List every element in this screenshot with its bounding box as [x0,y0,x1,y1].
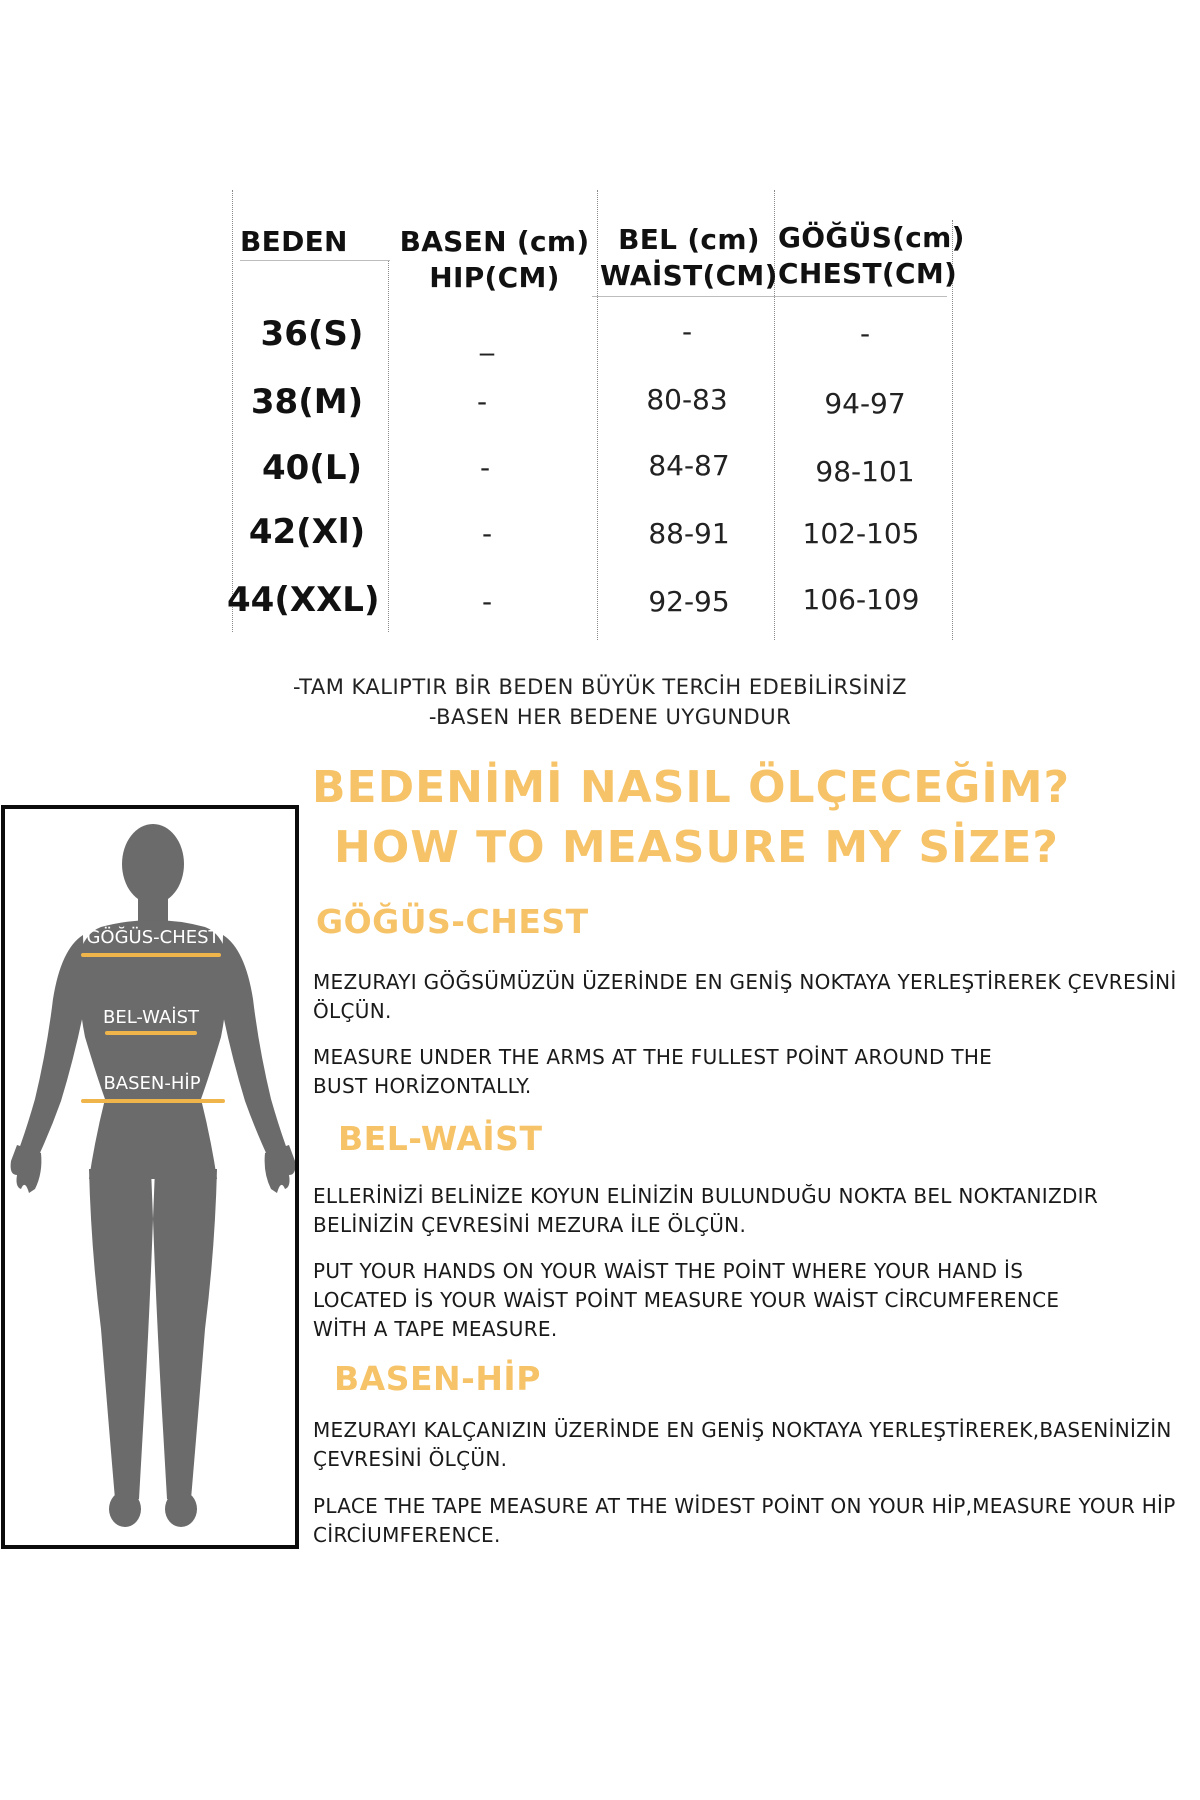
row-size-label: 38(M) [250,382,364,422]
hip-text-en: PLACE THE TAPE MEASURE AT THE WİDEST POİNT ON YOUR HİP,MEASURE YOUR HİP CİRCİUMFERENCE. [313,1494,1176,1547]
section-title-waist: BEL-WAİST [338,1119,543,1158]
header-underline [240,260,390,261]
table-divider [774,190,775,640]
fit-note: -TAM KALIPTIR BİR BEDEN BÜYÜK TERCİH EDEBİLİRSİNİZ [293,675,907,699]
row-waist-value: - [681,315,693,348]
row-chest-value: - [859,317,871,350]
row-hip-value: - [479,451,491,484]
row-waist-value: 80-83 [646,383,728,416]
row-chest-value: 106-109 [802,583,920,616]
waist-figure-label: BEL-WAİST [102,1007,200,1028]
row-hip-value: - [481,517,493,550]
row-hip-value: _ [480,323,494,356]
hip-note: -BASEN HER BEDENE UYGUNDUR [428,705,792,729]
guide-title-en: HOW TO MEASURE MY SİZE? [334,822,1059,873]
row-size-label: 44(XXL) [227,580,380,620]
row-waist-value: 92-95 [648,585,730,618]
header-waist-line1: BEL (cm) [618,223,760,256]
size-table [227,190,965,640]
row-hip-value: - [476,385,488,418]
guide-title-tr: BEDENİMİ NASIL ÖLÇECEĞİM? [312,762,1071,813]
hip-figure-label: BASEN-HİP [103,1073,201,1094]
header-underline [592,296,947,297]
row-hip-value: - [481,585,493,618]
section-title-hip: BASEN-HİP [334,1359,541,1398]
female-body-silhouette-icon [5,809,295,1545]
header-chest-line2: CHEST(CM) [778,257,958,290]
row-size-label: 36(S) [260,314,364,354]
chest-text-en: MEASURE UNDER THE ARMS AT THE FULLEST POİNT AROUND THE BUST HORİZONTALLY. [313,1045,993,1098]
table-divider [388,260,389,632]
header-waist-line2: WAİST(CM) [600,259,778,292]
table-divider [597,190,598,640]
hip-text-tr: MEZURAYI KALÇANIZIN ÜZERİNDE EN GENİŞ NOKTAYA YERLEŞTİREREK,BASENİNİZİN ÇEVRESİNİ ÖLÇÜN. [313,1418,1172,1471]
row-size-label: 40(L) [261,448,363,488]
chest-tape-line [81,953,221,957]
row-chest-value: 98-101 [815,455,915,488]
header-chest-line1: GÖĞÜS(cm) [778,221,965,254]
waist-tape-line [105,1031,197,1035]
header-hip-line2: HIP(CM) [429,261,560,294]
waist-text-tr: ELLERİNİZİ BELİNİZE KOYUN ELİNİZİN BULUNDUĞU NOKTA BEL NOKTANIZDIR BELİNİZİN ÇEVRESİNİ MEZURA İLE ÖLÇÜN. [313,1184,1099,1237]
row-chest-value: 102-105 [802,517,920,550]
section-title-chest: GÖĞÜS-CHEST [316,902,589,941]
hip-tape-line [81,1099,225,1103]
waist-text-en: PUT YOUR HANDS ON YOUR WAİST THE POİNT WHERE YOUR HAND İS LOCATED İS YOUR WAİST POİNT MEASURE YOUR WAİST CİRCUMFERENCE WİTH A TAPE MEASURE. [313,1259,1060,1341]
header-size: BEDEN [240,225,348,258]
chest-figure-label: GÖĞÜS-CHEST [86,927,220,948]
row-waist-value: 88-91 [648,517,730,550]
header-hip-line1: BASEN (cm) [399,225,590,258]
body-figure-frame [1,805,299,1549]
row-waist-value: 84-87 [648,449,730,482]
row-size-label: 42(Xl) [248,512,366,552]
row-chest-value: 94-97 [824,387,906,420]
chest-text-tr: MEZURAYI GÖĞSÜMÜZÜN ÜZERİNDE EN GENİŞ NOKTAYA YERLEŞTİREREK ÇEVRESİNİ ÖLÇÜN. [313,970,1177,1023]
